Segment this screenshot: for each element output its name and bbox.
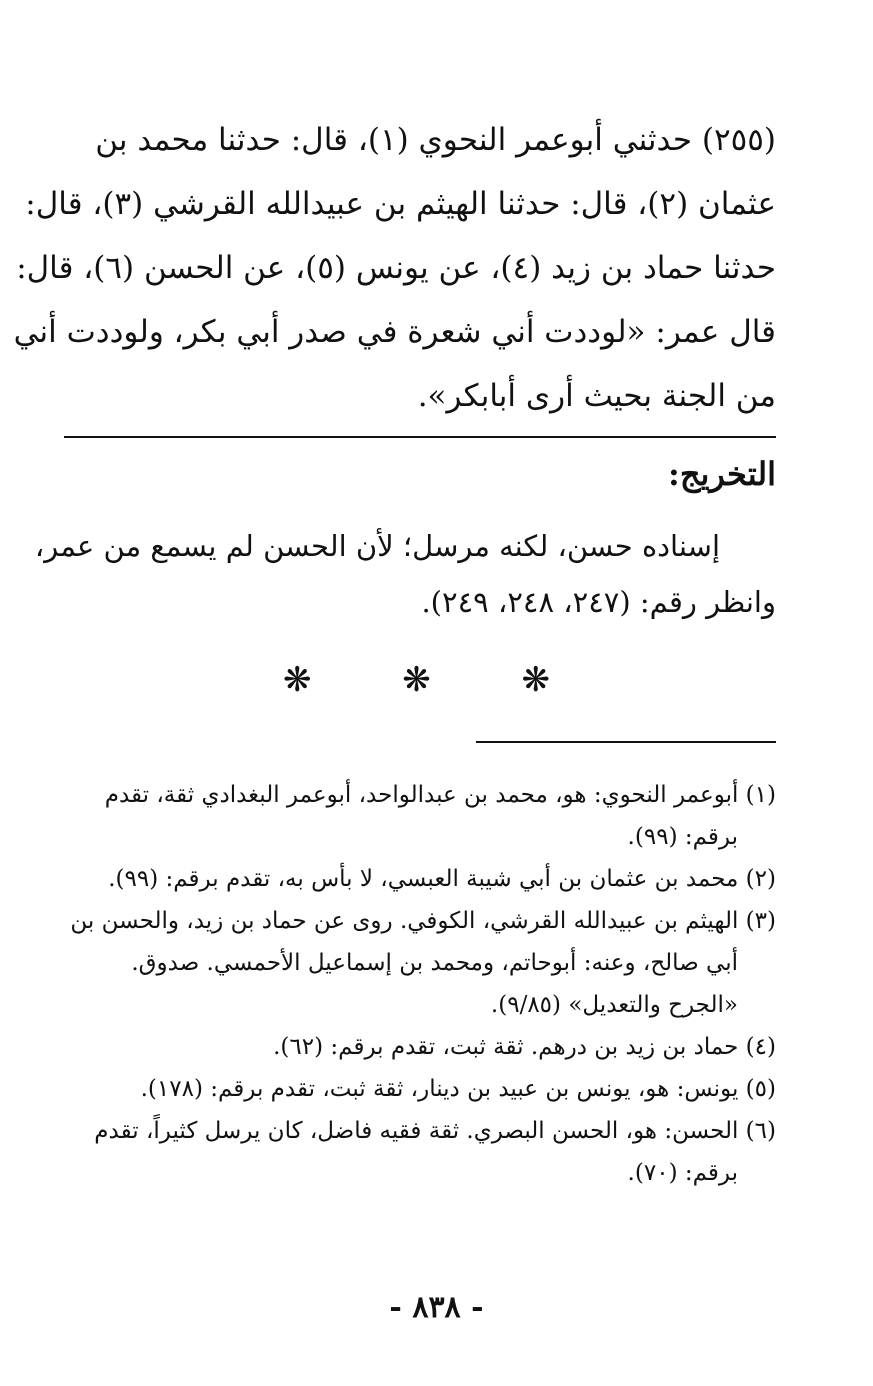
- footnote: [64, 900, 776, 1026]
- hadith-line: حدثنا حماد بن زيد (٤)، عن يونس (٥)، عن الحسن (٦)، قال:: [16, 250, 776, 286]
- footnote-line: (٦) الحسن: هو، الحسن البصري. ثقة فقيه فاضل، كان يرسل كثيراً، تقدم: [94, 1118, 776, 1144]
- footnote-line: «الجرح والتعديل» (٩/٨٥).: [490, 992, 738, 1018]
- footnote-line: (٢) محمد بن عثمان بن أبي شيبة العبسي، لا بأس به، تقدم برقم: (٩٩).: [108, 866, 776, 892]
- footnote-line: (٤) حماد بن زيد بن درهم. ثقة ثبت، تقدم برقم: (٦٢).: [273, 1034, 776, 1060]
- hadith-line: عثمان (٢)، قال: حدثنا الهيثم بن عبيدالله القرشي (٣)، قال:: [25, 186, 776, 222]
- footnote: [64, 774, 776, 858]
- footnote: [64, 1068, 776, 1110]
- hadith-line: من الجنة بحيث أرى أبابكر».: [417, 378, 776, 414]
- footnote-line: برقم: (٧٠).: [627, 1160, 738, 1186]
- hadith-line: قال عمر: «لوددت أني شعرة في صدر أبي بكر، ولوددت أني: [13, 314, 776, 350]
- asterism-separator: ❋ ❋ ❋: [282, 660, 591, 700]
- footnote-line: أبي صالح، وعنه: أبوحاتم، ومحمد بن إسماعيل الأحمسي. صدوق.: [131, 950, 738, 976]
- footnote-line: (١) أبوعمر النحوي: هو، محمد بن عبدالواحد، أبوعمر البغدادي ثقة، تقدم: [104, 782, 776, 808]
- footnote-line: برقم: (٩٩).: [627, 824, 738, 850]
- footnote: [64, 1110, 776, 1194]
- page-number: - ٨٣٨ -: [389, 1290, 484, 1325]
- hadith-text: [13, 108, 776, 428]
- section-divider: [64, 436, 776, 438]
- hadith-line: (٢٥٥) حدثني أبوعمر النحوي (١)، قال: حدثنا محمد بن: [95, 122, 776, 158]
- footnote-divider: [476, 741, 776, 743]
- takhrij-line: وانظر رقم: (٢٤٧، ٢٤٨، ٢٤٩).: [421, 585, 776, 619]
- footnote-line: (٣) الهيثم بن عبيدالله القرشي، الكوفي. روى عن حماد بن زيد، والحسن بن: [70, 908, 776, 934]
- takhrij-text: [34, 518, 776, 630]
- section-title: التخريج:: [668, 455, 776, 493]
- footnotes: [64, 774, 776, 1194]
- takhrij-line: إسناده حسن، لكنه مرسل؛ لأن الحسن لم يسمع من عمر،: [34, 529, 720, 563]
- footnote-line: (٥) يونس: هو، يونس بن عبيد بن دينار، ثقة ثبت، تقدم برقم: (١٧٨).: [140, 1076, 776, 1102]
- footnote: [64, 1026, 776, 1068]
- footnote: [64, 858, 776, 900]
